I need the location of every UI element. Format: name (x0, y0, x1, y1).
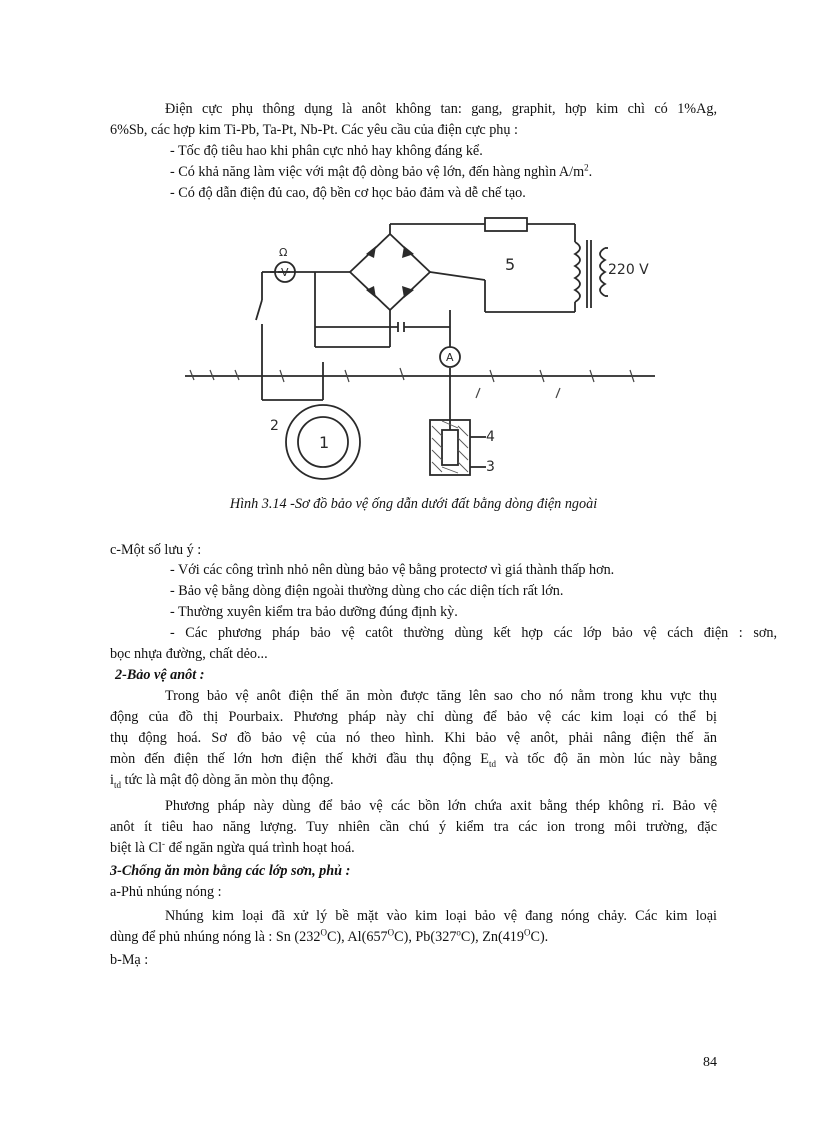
label-2: 2 (270, 418, 279, 434)
paragraph-line: động của đồ thị Pourbaix. Phương pháp này chỉ dùng để bảo vệ các kim loại có thể bị (110, 709, 717, 725)
label-5: 5 (505, 255, 516, 274)
note-item: - Các phương pháp bảo vệ catôt thường dùng kết hợp các lớp bảo vệ cách điện : sơn, (170, 625, 777, 641)
paragraph-line: Nhúng kim loại đã xử lý bề mặt vào kim loại bảo vệ đang nóng chảy. Các kim loại (165, 908, 717, 924)
section-heading: 2-Bảo vệ anôt : (115, 667, 205, 683)
voltage-label: 220 V (608, 262, 649, 278)
requirement-item: - Tốc độ tiêu hao khi phân cực nhỏ hay không đáng kể. (170, 143, 483, 159)
requirement-item: - Có độ dẫn điện đủ cao, độ bền cơ học bảo đảm và dễ chế tạo. (170, 185, 526, 201)
ohm-label: Ω (279, 246, 288, 259)
ammeter-label: A (446, 351, 454, 364)
paragraph-line: biệt là Cl- để ngăn ngừa quá trình hoạt hoá. (110, 838, 355, 856)
paragraph-line: $i_{td}$ tức là mật độ dòng ăn mòn thụ động. (110, 772, 334, 790)
paragraph-line: Điện cực phụ thông dụng là anôt không tan: gang, graphit, hợp kim chì có 1%Ag, (165, 101, 717, 117)
circuit-diagram (180, 212, 660, 487)
section-heading: c-Một số lưu ý : (110, 542, 202, 558)
requirement-item: - Có khả năng làm việc với mật độ dòng bảo vệ lớn, đến hàng nghìn $A/m^2$. (170, 162, 593, 180)
paragraph-line: Trong bảo vệ anôt điện thế ăn mòn được tăng lên sao cho nó nằm trong khu vực thụ (165, 688, 717, 704)
subsection-heading: b-Mạ : (110, 952, 149, 968)
paragraph-line: anôt ít tiêu hao năng lượng. Tuy nhiên cần chú ý kiểm tra các ion trong môi trường, đặc (110, 819, 717, 835)
note-item: - Với các công trình nhỏ nên dùng bảo vệ bằng protectơ vì giá thành thấp hơn. (170, 562, 615, 578)
paragraph-line: mòn đến điện thế lớn hơn điện thế khởi đầu thụ động $E_{td}$ và tốc độ ăn mòn lúc này bằng (110, 751, 717, 769)
paragraph-line: Phương pháp này dùng để bảo vệ các bồn lớn chứa axit bằng thép không rỉ. Bảo vệ (165, 798, 717, 814)
page-number: 84 (703, 1055, 717, 1070)
label-3: 3 (486, 459, 495, 475)
paragraph-line: thụ động hoá. Sơ đồ bảo vệ của nó theo hình. Khi bảo vệ anôt, phải nâng điện thế ăn (110, 730, 717, 746)
section-heading: 3-Chống ăn mòn bằng các lớp sơn, phủ : (110, 863, 351, 879)
subsection-heading: a-Phủ nhúng nóng : (110, 884, 222, 900)
note-item: bọc nhựa đường, chất dẻo... (110, 646, 268, 662)
voltmeter-label: V (281, 266, 289, 279)
note-item: - Bảo vệ bằng dòng điện ngoài thường dùng cho các diện tích rất lớn. (170, 583, 564, 599)
label-4: 4 (486, 429, 495, 445)
note-item: - Thường xuyên kiểm tra bảo dưỡng đúng định kỳ. (170, 604, 458, 620)
pipe-label: 1 (319, 433, 330, 452)
paragraph-line: dùng để phủ nhúng nóng là : Sn $(232^OC)$, $Al(657^OC)$, Pb(327$^o$C), $Zn(419^OC)$. (110, 927, 549, 945)
figure-caption: Hình 3.14 -Sơ đồ bảo vệ ống dẫn dưới đất bằng dòng điện ngoài (229, 496, 598, 512)
paragraph-line: 6%Sb, các hợp kim Ti-Pb, Ta-Pt, Nb-Pt. Các yêu cầu của điện cực phụ : (110, 122, 518, 138)
